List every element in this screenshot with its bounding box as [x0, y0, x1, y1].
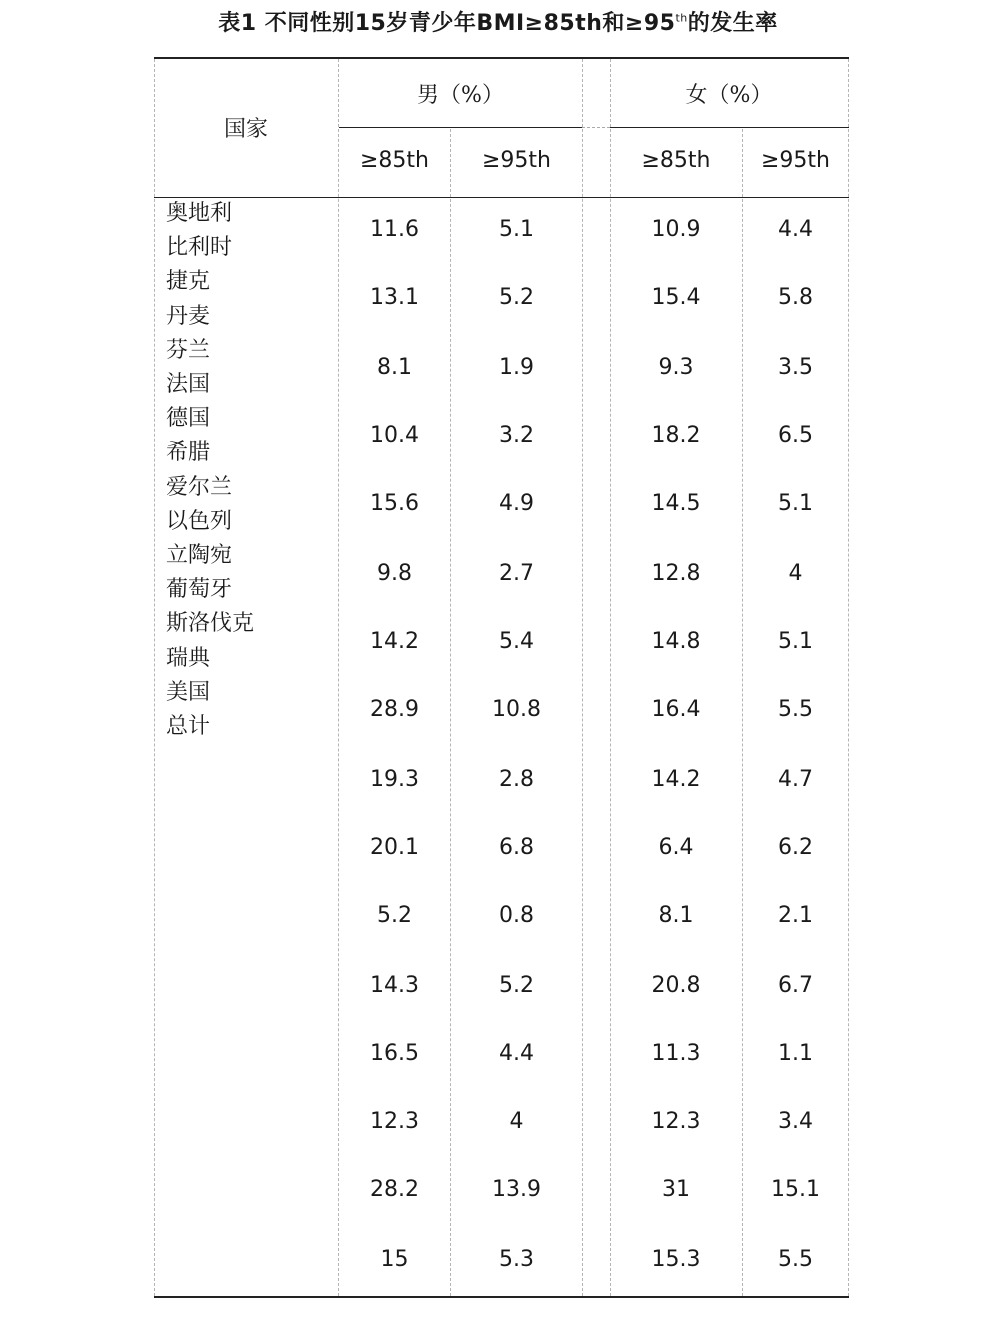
table-cell-f85: 10.9 [651, 217, 701, 242]
male-group-underline [339, 127, 582, 128]
table-cell-f95: 4 [788, 561, 803, 586]
table-cell-f85: 9.3 [658, 355, 694, 380]
table-cell-f85: 14.2 [651, 767, 701, 792]
table-cell-f85: 6.4 [658, 835, 694, 860]
header-bottom-rule [154, 197, 849, 198]
table-cell-m85: 12.3 [370, 1109, 419, 1134]
table-cell-m95: 1.9 [499, 355, 534, 380]
country-name: 芬兰 [166, 337, 211, 363]
table-cell-f95: 6.5 [778, 423, 813, 448]
table-cell-m85: 19.3 [370, 767, 419, 792]
table-cell-f95: 15.1 [771, 1177, 820, 1202]
table-cell-m85: 28.2 [370, 1177, 419, 1202]
table-cell-f95: 4.4 [778, 217, 813, 242]
table-cell-m85: 10.4 [370, 423, 419, 448]
country-name: 斯洛伐克 [166, 611, 255, 637]
table-cell-f85: 18.2 [651, 423, 701, 448]
table-cell-f85: 15.3 [651, 1247, 701, 1272]
title-superscript: th [675, 11, 688, 25]
table-cell-f95: 3.5 [778, 355, 813, 380]
table-cell-f95: 6.7 [778, 973, 813, 998]
table-cell-m85: 11.6 [370, 217, 419, 242]
table-cell-f95: 4.7 [778, 767, 813, 792]
table-cell-f85: 8.1 [658, 903, 694, 928]
country-name: 瑞典 [166, 645, 211, 671]
table-cell-f85: 20.8 [651, 973, 701, 998]
table-cell-m95: 13.9 [492, 1177, 541, 1202]
table-cell-m95: 3.2 [499, 423, 534, 448]
table-cell-f85: 16.4 [651, 697, 701, 722]
table-cell-m85: 9.8 [377, 561, 412, 586]
table-cell-m95: 5.2 [499, 973, 534, 998]
table-cell-f95: 3.4 [778, 1109, 813, 1134]
table-cell-m95: 2.8 [499, 767, 534, 792]
header-female-95th: ≥95th [761, 148, 830, 173]
table-cell-m85: 28.9 [370, 697, 419, 722]
header-female: 女（%） [685, 83, 773, 108]
table-cell-f85: 11.3 [651, 1041, 701, 1066]
table-cell-m85: 13.1 [370, 285, 419, 310]
table-cell-m95: 5.1 [499, 217, 534, 242]
country-name: 以色列 [166, 508, 233, 534]
country-name: 立陶宛 [166, 543, 233, 568]
table-cell-f85: 14.5 [651, 491, 701, 516]
country-name: 比利时 [166, 235, 233, 261]
table-cell-f85: 31 [662, 1177, 690, 1202]
table-cell-m95: 5.2 [499, 285, 534, 310]
table-cell-f85: 12.3 [651, 1109, 701, 1134]
table-cell-m85: 15.6 [370, 491, 419, 516]
country-name: 总计 [166, 714, 211, 739]
table-cell-m85: 14.2 [370, 629, 419, 654]
country-name: 德国 [166, 406, 211, 432]
vline-male-right [582, 59, 583, 1296]
country-name: 美国 [166, 679, 211, 705]
header-female-85th: ≥85th [641, 148, 711, 173]
table-title [0, 6, 996, 37]
table-cell-f95: 5.5 [778, 697, 813, 722]
country-name: 爱尔兰 [166, 474, 233, 500]
table-cell-m85: 20.1 [370, 835, 419, 860]
table-cell-m95: 10.8 [492, 697, 541, 722]
title-main: 表1 不同性别15岁青少年BMI≥85th和≥95 [218, 11, 676, 36]
table-cell-m85: 5.2 [377, 903, 412, 928]
table-cell-f85: 12.8 [651, 561, 701, 586]
group-gap-dashed-rule [582, 127, 610, 128]
female-group-underline [610, 127, 849, 128]
table-cell-f95: 5.8 [778, 285, 813, 310]
vline-left-edge [154, 59, 155, 1296]
table-cell-m95: 4 [509, 1109, 524, 1134]
header-male: 男（%） [417, 83, 504, 108]
vline-right-edge [848, 59, 849, 1296]
table-cell-m95: 6.8 [499, 835, 534, 860]
title-tail: 的发生率 [687, 11, 778, 36]
table-cell-m95: 5.3 [499, 1247, 534, 1272]
header-male-95th: ≥95th [482, 148, 551, 173]
table-cell-f95: 1.1 [778, 1041, 813, 1066]
table-cell-m95: 4.4 [499, 1041, 534, 1066]
header-country: 国家 [223, 117, 268, 142]
bottom-rule [154, 1296, 849, 1298]
country-name: 捷克 [166, 269, 211, 295]
country-name: 法国 [166, 372, 211, 397]
table-cell-f85: 14.8 [651, 629, 701, 654]
table-cell-m85: 8.1 [377, 355, 412, 380]
table-cell-m95: 5.4 [499, 629, 534, 654]
table-cell-m95: 2.7 [499, 561, 534, 586]
country-name: 葡萄牙 [166, 577, 233, 603]
country-name: 希腊 [166, 440, 211, 466]
header-male-85th: ≥85th [360, 148, 429, 173]
table-cell-f95: 5.1 [778, 491, 813, 516]
table-cell-m95: 0.8 [499, 903, 534, 928]
table-cell-m85: 14.3 [370, 973, 419, 998]
country-name: 奥地利 [166, 201, 233, 226]
top-rule [154, 57, 849, 59]
table-cell-f85: 15.4 [651, 285, 701, 310]
table-cell-f95: 5.5 [778, 1247, 813, 1272]
country-name: 丹麦 [166, 303, 211, 329]
table-cell-f95: 5.1 [778, 629, 813, 654]
table-cell-m85: 16.5 [370, 1041, 419, 1066]
table-cell-f95: 2.1 [778, 903, 813, 928]
table-cell-f95: 6.2 [778, 835, 813, 860]
table-cell-m85: 15 [380, 1247, 409, 1272]
table-cell-m95: 4.9 [499, 491, 534, 516]
